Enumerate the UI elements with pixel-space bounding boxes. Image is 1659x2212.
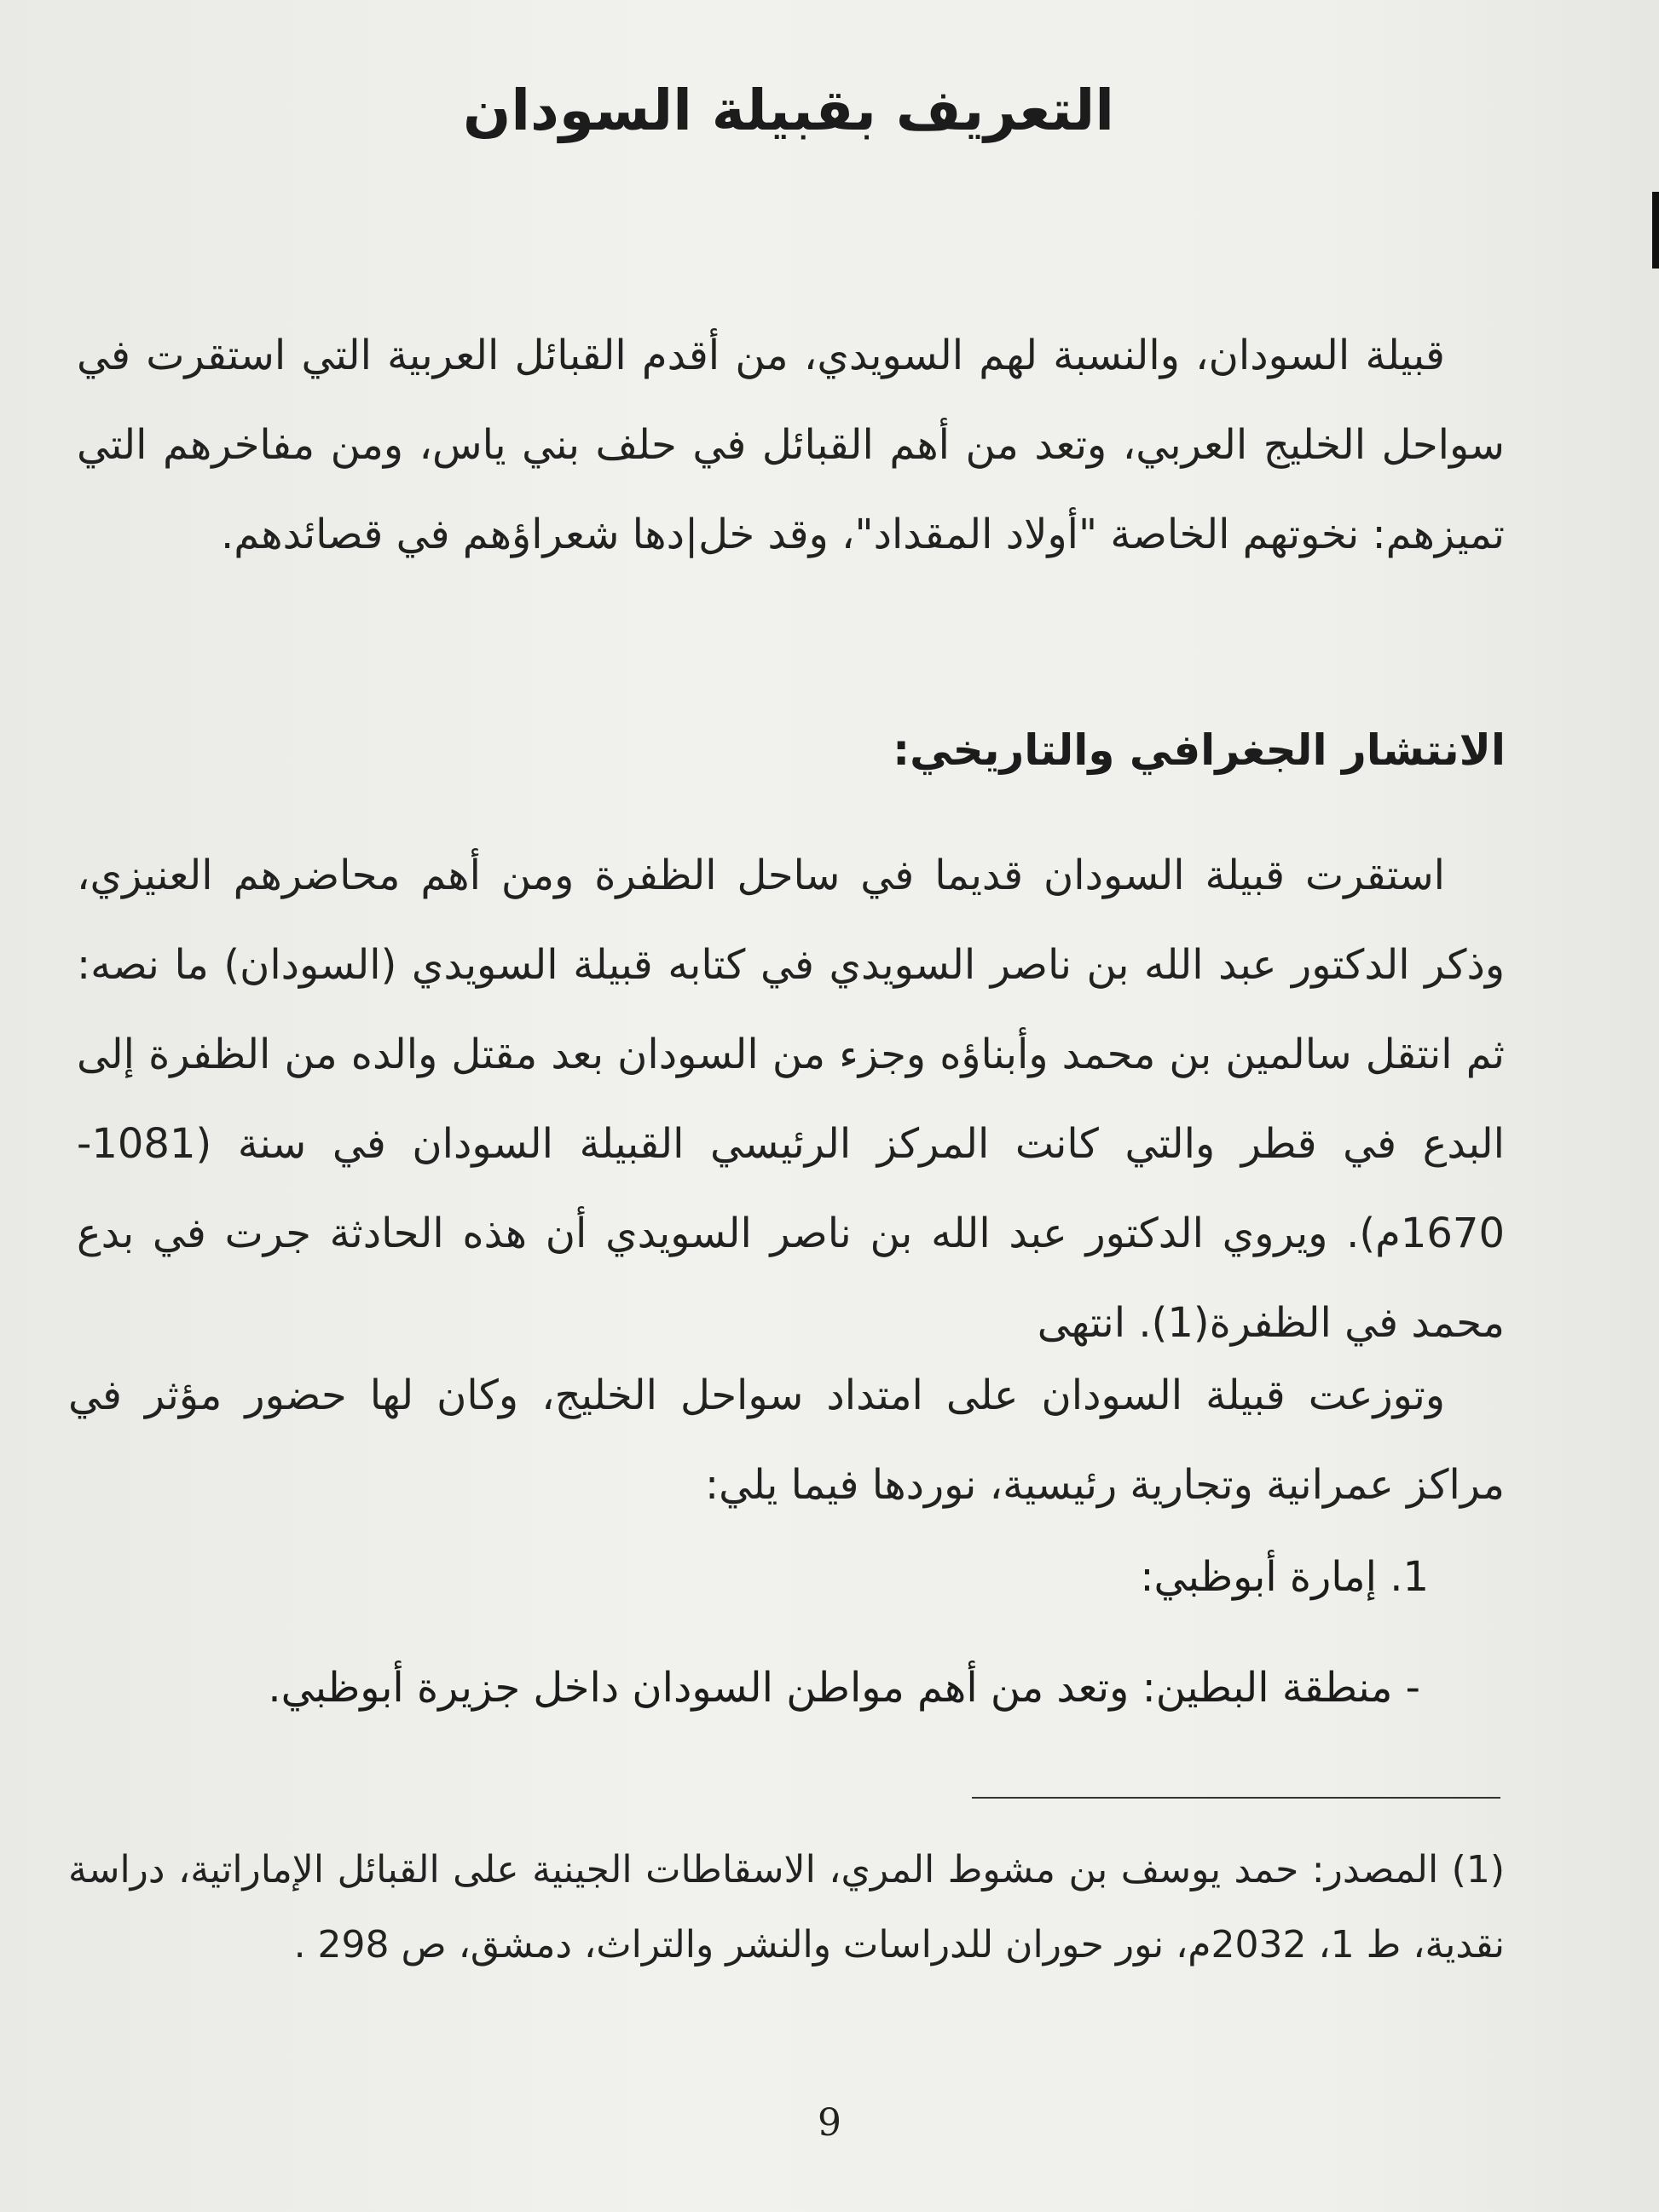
history-paragraph-block bbox=[77, 831, 1505, 1368]
section-heading: الانتشار الجغرافي والتاريخي: bbox=[893, 725, 1506, 775]
footnote: (1) المصدر: حمد يوسف بن مشوط المري، الاسقاطات الجينية على القبائل الإماراتية، دراسة نقدية، ط 1، 2032م، نور حوران للدراسات والنشر والتراث، دمشق، ص 298 . bbox=[68, 1848, 1505, 1967]
page-edge-mark bbox=[1652, 192, 1659, 269]
distribution-paragraph: وتوزعت قبيلة السودان على امتداد سواحل الخليج، وكان لها حضور مؤثر في مراكز عمرانية وتجارية رئيسية، نوردها فيما يلي: bbox=[68, 1372, 1505, 1509]
list-title: 1. إمارة أبوظبي: bbox=[1140, 1553, 1429, 1601]
intro-paragraph: قبيلة السودان، والنسبة لهم السويدي، من أقدم القبائل العربية التي استقرت في سواحل الخليج العربي، وتعد من أهم القبائل في حلف بني ياس، ومن مفاخرهم التي تميزهم: نخوتهم الخاصة "أولاد المقداد"، وقد خل|دها شعراؤهم في قصائدهم. bbox=[77, 332, 1505, 558]
history-paragraph: استقرت قبيلة السودان قديما في ساحل الظفرة ومن أهم محاضرهم العنيزي، وذكر الدكتور عبد الله بن ناصر السويدي في كتابه قبيلة السويدي (السودان) ما نصه: ثم انتقل سالمين بن محمد وأبناؤه وجزء من السودان بعد مقتل والده من الظفرة إلى البدع في قطر والتي كانت المركز الرئيسي القبيلة السودان في سنة (1081-1670م). ويروي الدكتور عبد الله بن ناصر السويدي أن هذه الحادثة جرت في بدع محمد في الظفرة(1). انتهى bbox=[77, 852, 1505, 1347]
footnote-block bbox=[68, 1833, 1505, 1983]
intro-paragraph-block bbox=[77, 311, 1505, 580]
footnote-divider bbox=[972, 1797, 1500, 1799]
page-title: التعريف بقبيلة السودان bbox=[463, 78, 1114, 143]
list-item: - منطقة البطين: وتعد من أهم مواطن السودان داخل جزيرة أبوظبي. bbox=[268, 1664, 1420, 1712]
distribution-paragraph-block bbox=[68, 1351, 1505, 1530]
page-number: 9 bbox=[818, 2101, 841, 2145]
